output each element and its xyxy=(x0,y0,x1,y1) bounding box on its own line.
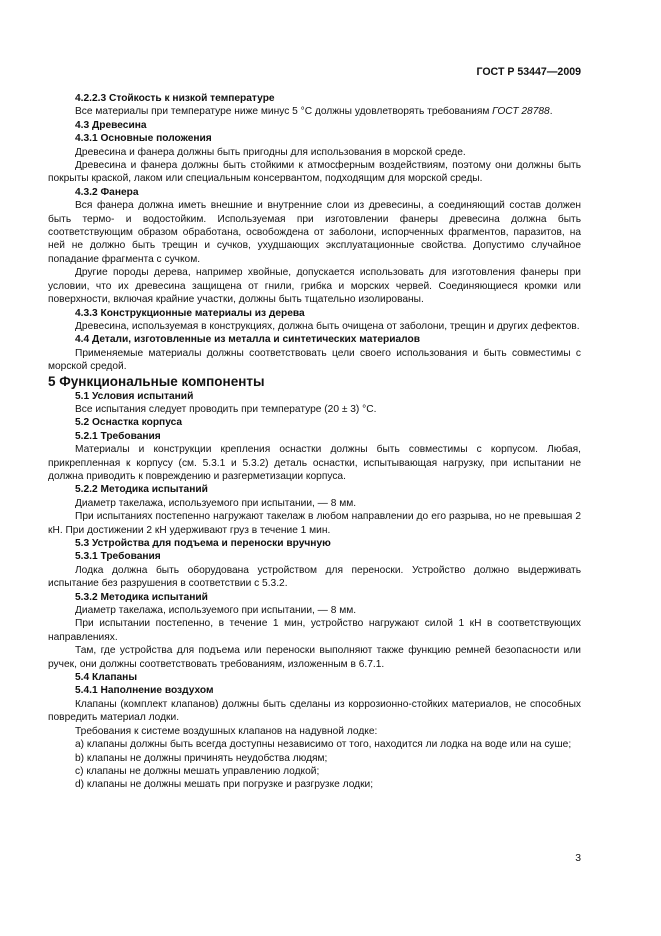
list-item-a: a) клапаны должны быть всегда доступны независимо от того, находится ли лодка на воде или на суше; xyxy=(75,739,572,751)
section-5-2-1-heading: 5.2.1 Требования xyxy=(75,430,161,442)
page-number: 3 xyxy=(575,853,581,864)
paragraph-end: . xyxy=(549,106,553,118)
section-5-3-2-paragraph-3: Там, где устройства для подъема или переноски выполняют также функцию ремней безопасности или ручек, они должны соответствовать требованиям, изложенным в 6.7.1. xyxy=(48,645,581,670)
section-4-3-2-heading: 4.3.2 Фанера xyxy=(75,186,139,198)
section-4-4-paragraph: Применяемые материалы должны соответствовать цели своего использования и быть совместимы с морской средой. xyxy=(48,347,581,373)
section-4-3-1-heading: 4.3.1 Основные положения xyxy=(75,133,212,145)
list-item-c: c) клапаны не должны мешать управлению лодкой; xyxy=(75,765,320,777)
section-5-3-1-heading: 5.3.1 Требования xyxy=(75,551,161,563)
section-4-4-heading: 4.4 Детали, изготовленные из металла и синтетических материалов xyxy=(75,334,421,346)
standard-reference: ГОСТ 28788 xyxy=(492,106,550,118)
list-item-d: d) клапаны не должны мешать при погрузке и разгрузке лодки; xyxy=(75,779,374,791)
section-5-4-1-paragraph-2: Требования к системе воздушных клапанов на надувной лодке: xyxy=(75,725,378,737)
section-5-3-2-heading: 5.3.2 Методика испытаний xyxy=(75,591,208,603)
section-4-3-2-paragraph-1: Вся фанера должна иметь внешние и внутренние слои из древесины, а соединяющий состав должен быть термо- и водостойким. Используемая при изготовлении фанеры древесина должна быть соответствующим образом обработана, освобождена от заболони, испорченных фрагментов, паразитов, на ней не должно быть трещин и сучков, ухудшающих эксплуатационные свойства. Допустимо случайное попадание фрагмента с сучком. xyxy=(48,200,581,265)
section-4-3-2-paragraph-2: Другие породы дерева, например хвойные, допускается использовать для изготовления фанеры при условии, что их древесина защищена от гнили, грибка и морских червей. Соединяющиеся кромки или поверхности, включая крайние участки, должны быть тщательно изолированы. xyxy=(48,267,581,306)
section-4-3-heading: 4.3 Древесина xyxy=(75,119,147,131)
section-5-3-heading: 5.3 Устройства для подъема и переноски вручную xyxy=(75,538,331,549)
section-5-1-paragraph: Все испытания следует проводить при температуре (20 ± 3) °С. xyxy=(75,403,377,415)
paragraph-text: Все материалы при температуре ниже минус 5 °С должны удовлетворять требованиям xyxy=(75,106,493,118)
section-5-3-1-paragraph: Лодка должна быть оборудована устройством для переноски. Устройство должно выдерживать испытание без разрушения в соответствии с 5.3.2. xyxy=(48,564,581,590)
section-5-4-heading: 5.4 Клапаны xyxy=(75,672,138,684)
section-5-3-2-paragraph-1: Диаметр такелажа, используемого при испытании, — 8 мм. xyxy=(75,605,357,617)
section-4-2-2-3-paragraph xyxy=(48,105,581,118)
section-5-heading: 5 Функциональные компоненты xyxy=(48,373,265,389)
section-5-2-1-paragraph: Материалы и конструкции крепления оснастки должны быть совместимы с корпусом. Любая, прикрепленная к корпусу (см. 5.3.1 и 5.3.2) деталь оснастки, испытывающая нагрузку, при испытании не должна приводить к повреждению и разгерметизации корпуса. xyxy=(48,444,581,482)
list-item-b: b) клапаны не должны причинять неудобства людям; xyxy=(75,752,328,764)
section-5-2-heading: 5.2 Оснастка корпуса xyxy=(75,417,183,429)
section-5-1-heading: 5.1 Условия испытаний xyxy=(75,390,194,402)
section-4-3-3-heading: 4.3.3 Конструкционные материалы из дерева xyxy=(75,307,305,319)
section-5-2-2-paragraph-1: Диаметр такелажа, используемого при испытании, — 8 мм. xyxy=(75,497,357,509)
section-5-3-2-paragraph-2: При испытании постепенно, в течение 1 мин, устройство нагружают силой 1 кН в соответствующих направлениях. xyxy=(48,618,581,643)
page-body xyxy=(48,92,581,792)
section-5-4-1-paragraph-1: Клапаны (комплект клапанов) должны быть сделаны из коррозионно-стойких материалов, не способных повредить материал лодки. xyxy=(48,698,581,724)
section-4-3-1-paragraph-1: Древесина и фанера должны быть пригодны для использования в морской среде. xyxy=(75,146,466,158)
document-id-header: ГОСТ Р 53447—2009 xyxy=(476,66,581,78)
section-5-2-2-heading: 5.2.2 Методика испытаний xyxy=(75,484,208,496)
section-5-2-2-paragraph-2: При испытаниях постепенно нагружают такелаж в любом направлении до его разрыва, но не превышая 2 кН. При достижении 2 кН удерживают груз в течение 1 мин. xyxy=(48,511,581,536)
section-5-4-1-heading: 5.4.1 Наполнение воздухом xyxy=(75,685,214,697)
section-4-2-2-3-heading: 4.2.2.3 Стойкость к низкой температуре xyxy=(75,93,275,104)
section-4-3-3-paragraph: Древесина, используемая в конструкциях, должна быть очищена от заболони, трещин и других дефектов. xyxy=(75,320,580,332)
section-4-3-1-paragraph-2: Древесина и фанера должны быть стойкими к атмосферным воздействиям, поэтому они должны быть покрыты краской, лаком или специальным консервантом, подходящим для морской среды. xyxy=(48,160,581,185)
